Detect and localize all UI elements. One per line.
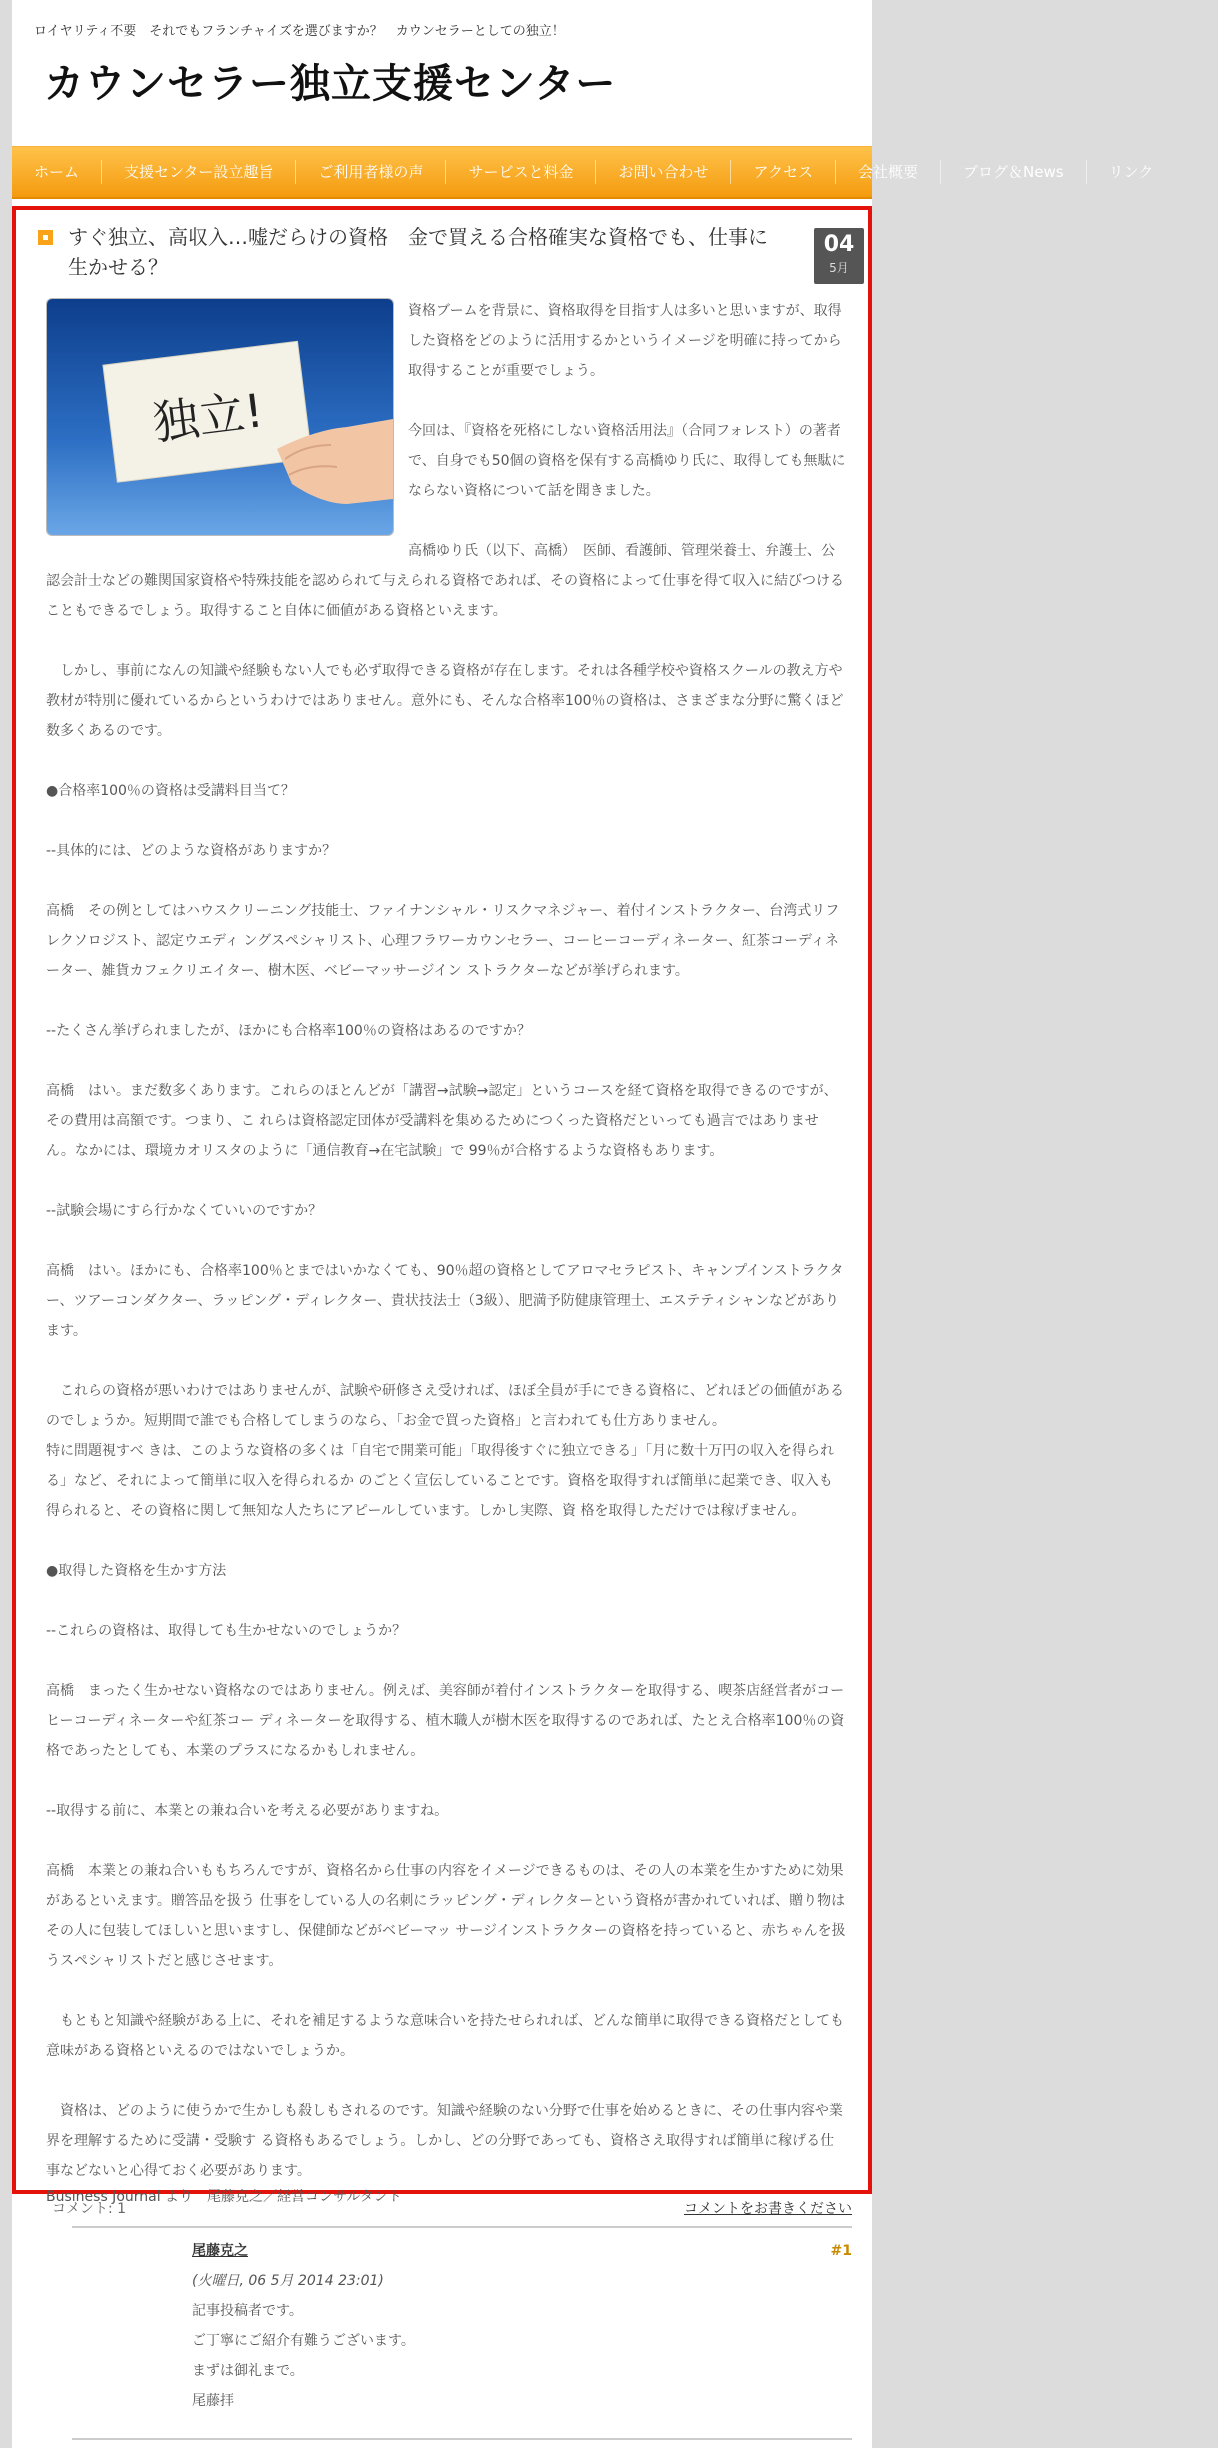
nav-item-purpose[interactable]: 支援センター設立趣旨: [102, 160, 296, 184]
post-question: --試験会場にすら行かなくていいのですか？: [46, 1203, 323, 1219]
post-date-day: 04: [823, 232, 855, 257]
nav-item-access[interactable]: アクセス: [731, 160, 836, 184]
post-paragraph: これらの資格が悪いわけではありませんが、試験や研修さえ受ければ、ほぼ全員が手にできる資格に、どれほどの価値があるのでしょうか。短期間で誰でも合格してしまうのなら、「お金で買った資格」と言われても仕方ありません。 特に問題視すべ きは、このような資格の多くは「自宅で開業可能」「取得後すぐに独立できる」「月に数十万円の収入を得られる」など、それによって簡単に収入を得られるか のごとく宣伝していることです。資格を取得すれば簡単に起業でき、収入も得られると、その資格に関して無知な人たちにアピールしています。しかし実際、資 格を取得しただけでは稼げません。: [46, 1383, 844, 1519]
comment-author[interactable]: 尾藤克之: [192, 2243, 248, 2259]
comments-bar: [52, 2198, 852, 2224]
nav-item-contact[interactable]: お問い合わせ: [596, 160, 731, 184]
title-bullet-icon: [38, 230, 53, 245]
comment-item: [192, 2236, 852, 2416]
site-header: [12, 0, 872, 146]
post-subheading: ●合格率100％の資格は受講料目当て？: [46, 783, 295, 799]
post-paragraph: 高橋ゆり氏（以下、高橋） 医師、看護師、管理栄養士、弁護士、公認会計士などの難関国家資格や特殊技能を認められて与えられる資格であれば、その資格によって仕事を得て収入に結びつけることもできるでしょう。取得すること自体に価値がある資格といえます。: [46, 543, 844, 619]
card-text: 独立!: [149, 383, 267, 451]
post-date-badge: [814, 228, 864, 284]
post-source: Business Journal より 尾藤克之／経営コンサルタント: [46, 2189, 402, 2205]
post-title: すぐ独立、高収入…嘘だらけの資格 金で買える合格確実な資格でも、仕事に生かせる？: [68, 225, 768, 279]
nav-item-links[interactable]: リンク: [1108, 163, 1154, 181]
post-paragraph: 高橋 その例としてはハウスクリーニング技能士、ファイナンシャル・リスクマネジャー、着付インストラクター、台湾式リフレクソロジスト、認定ウエディ ングスペシャリスト、心理フラワーカウンセラー、コーヒーコーディネーター、紅茶コーディネーター、雑貨カフェクリエイター、樹木医、ベビーマッサージイン ストラクターなどが挙げられます。: [46, 903, 840, 979]
post-question: --取得する前に、本業との兼ね合いを考える必要がありますね。: [46, 1803, 449, 1819]
comment-text-line: まずは御礼まで。: [192, 2363, 304, 2379]
post-subheading: ●取得した資格を生かす方法: [46, 1563, 227, 1579]
page: [12, 0, 1154, 2448]
comment-text-line: 記事投稿者です。: [192, 2303, 303, 2319]
comment-number[interactable]: #1: [830, 2243, 852, 2259]
post-paragraph: 今回は、『資格を死格にしない資格活用法』（合同フォレスト）の著者で、自身でも50個の資格を保有する高橋ゆり氏に、取得しても無駄にならない資格について話を聞きました。: [408, 423, 846, 499]
nav-item-services[interactable]: サービスと料金: [446, 160, 596, 184]
blog-post: [12, 206, 872, 2205]
nav-item-home[interactable]: ホーム: [12, 160, 102, 184]
tagline: ロイヤリティ不要 それでもフランチャイズを選びますか？ カウンセラーとしての独立！: [34, 24, 565, 39]
post-paragraph: 資格は、どのように使うかで生かしも殺しもされるのです。知識や経験のない分野で仕事を始めるときに、その仕事内容や業界を理解するために受講・受験す る資格もあるでしょう。しかし、どの分野であっても、資格さえ取得すれば簡単に稼げる仕事などないと心得ておく必要があります。: [46, 2103, 843, 2179]
post-paragraph: もともと知識や経験がある上に、それを補足するような意味合いを持たせられれば、どんな簡単に取得できる資格だとしても意味がある資格といえるのではないでしょうか。: [46, 2013, 844, 2059]
nav-item-company[interactable]: 会社概要: [836, 160, 941, 184]
nav-item-testimonials[interactable]: ご利用者様の声: [296, 160, 446, 184]
post-body: [46, 296, 846, 2242]
post-paragraph: しかし、事前になんの知識や経験もない人でも必ず取得できる資格が存在します。それは各種学校や資格スクールの教え方や教材が特別に優れているからというわけではありません。意外にも、そんな合格率100％の資格は、さまざまな分野に驚くほど数多くあるのです。: [46, 663, 844, 739]
post-paragraph: 高橋 本業との兼ね合いももちろんですが、資格名から仕事の内容をイメージできるものは、その人の本業を生かすために効果があるといえます。贈答品を扱う 仕事をしている人の名刺にラッピング・ディレクターという資格が書かれていれば、贈り物はその人に包装してほしいと思いますし、保健師などがベビーマッ サージインストラクターの資格を持っていると、赤ちゃんを扱うスペシャリストだと感じさせます。: [46, 1863, 846, 1969]
divider: [72, 2438, 852, 2440]
divider: [72, 2226, 852, 2228]
main-nav: [12, 146, 1154, 199]
post-paragraph: 高橋 はい。まだ数多くあります。これらのほとんどが「講習→試験→認定」というコースを経て資格を取得できるのですが、その費用は高額です。つまり、こ れらは資格認定団体が受講料を集めるためにつくった資格だといっても過言ではありません。なかには、環境カオリスタのように「通信教育→在宅試験」で 99％が合格するような資格もあります。: [46, 1083, 838, 1159]
site-title[interactable]: カウンセラー独立支援センター: [44, 61, 617, 107]
post-date-month: 5月: [829, 261, 849, 275]
comment-text-line: ご丁寧にご紹介有難うございます。: [192, 2333, 415, 2349]
post-paragraph: 高橋 まったく生かせない資格なのではありません。例えば、美容師が着付インストラクターを取得する、喫茶店経営者がコーヒーコーディネーターや紅茶コー ディネーターを取得する、植木職人が樹木医を取得するのであれば、たとえ合格率100％の資格であったとしても、本業のプラスになるかもしれません。: [46, 1683, 845, 1759]
comment-count: コメント: 1: [52, 2201, 127, 2217]
post-question: --これらの資格は、取得しても生かせないのでしょうか？: [46, 1623, 407, 1639]
post-question: --たくさん挙げられましたが、ほかにも合格率100％の資格はあるのですか？: [46, 1023, 531, 1039]
post-paragraph: 資格ブームを背景に、資格取得を目指す人は多いと思いますが、取得した資格をどのように活用するかというイメージを明確に持ってから取得することが重要でしょう。: [408, 303, 842, 379]
comment-text-line: 尾藤拝: [192, 2393, 234, 2409]
nav-item-blog[interactable]: ブログ＆News: [941, 160, 1087, 184]
post-paragraph: 高橋 はい。ほかにも、合格率100％とまではいかなくても、90％超の資格としてアロマセラピスト、キャンプインストラクター、ツアーコンダクター、ラッピング・ディレクター、貴状技法士（3級）、肥満予防健康管理士、エステティシャンなどがあります。: [46, 1263, 844, 1339]
write-comment-link[interactable]: コメントをお書きください: [684, 2201, 852, 2217]
comment-date: (火曜日, 06 5月 2014 23:01): [192, 2273, 384, 2289]
post-question: --具体的には、どのような資格がありますか？: [46, 843, 337, 859]
